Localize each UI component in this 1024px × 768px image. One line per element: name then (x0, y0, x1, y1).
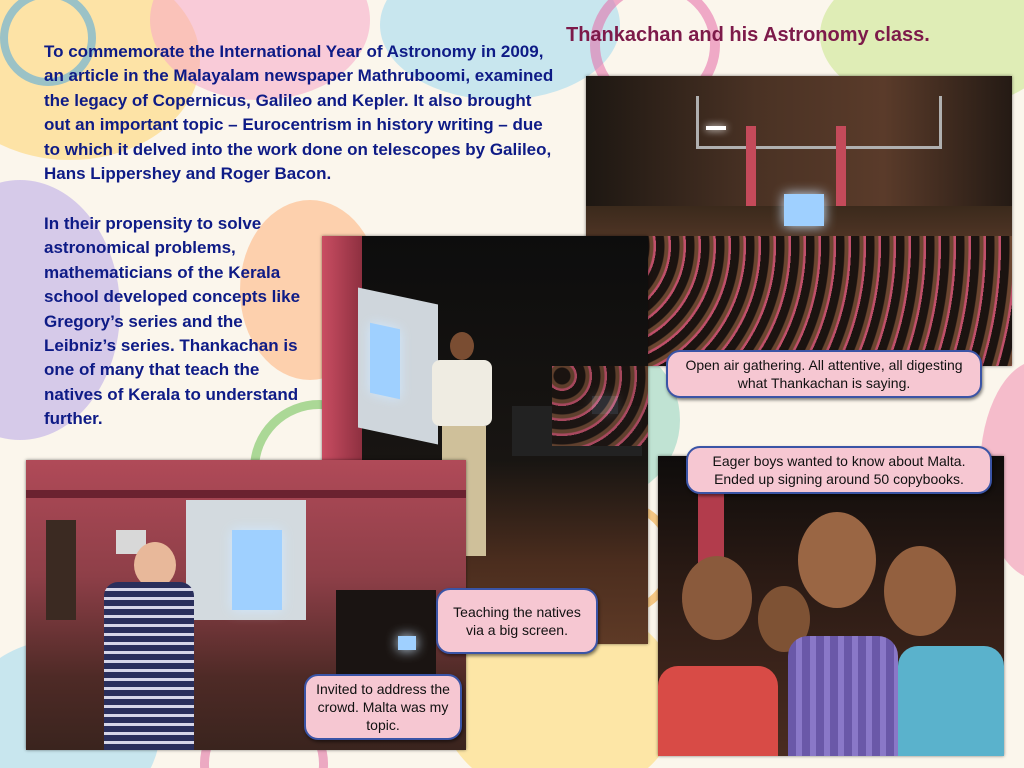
caption-eager-boys: Eager boys wanted to know about Malta. Ended up signing around 50 copybooks. (686, 446, 992, 494)
balcony-railing (696, 96, 942, 149)
speaker-head (450, 332, 474, 360)
blue-shirt (898, 646, 1004, 756)
projection-screen (232, 530, 282, 610)
kerala-school-paragraph: In their propensity to solve astronomical problems, mathematicians of the Kerala school developed concepts like Gregory’s series and the Leibniz’s series. Thankachan is one of many that teach the natives of Kerala to understand further. (44, 214, 301, 429)
boy-face (682, 556, 752, 640)
boy-face (884, 546, 956, 636)
audience-crowd (586, 236, 1012, 366)
wall-band (26, 490, 466, 498)
speaker-shirt (432, 360, 492, 426)
intro-paragraph: To commemorate the International Year of Astronomy in 2009, an article in the Malayalam newspaper Mathruboomi, examined the legacy of Copernicus, Galileo and Kepler. It also brought out an important topic – Eurocentrism in history writing – due to which it delved into the work done on telescopes by Galileo, Hans Lippershey and Roger Bacon. (44, 42, 554, 184)
caption-teaching: Teaching the natives via a big screen. (436, 588, 598, 654)
projection-screen (784, 194, 824, 226)
audience-crowd (552, 366, 648, 446)
caption-invited: Invited to address the crowd. Malta was my topic. (304, 674, 462, 740)
projection-screen (370, 323, 400, 399)
boy-face (798, 512, 876, 608)
pillar (836, 126, 846, 206)
laptop-screen (398, 636, 416, 650)
slide-title: Thankachan and his Astronomy class. (566, 24, 930, 46)
pillar (746, 126, 756, 206)
doorway (46, 520, 76, 620)
photo-eager-boys (658, 456, 1004, 756)
light (706, 126, 726, 130)
checked-shirt (788, 636, 898, 756)
red-shirt (658, 666, 778, 756)
photo-open-air-gathering (586, 76, 1012, 366)
caption-open-air-gathering: Open air gathering. All attentive, all digesting what Thankachan is saying. (666, 350, 982, 398)
speaker-striped-shirt (104, 582, 194, 750)
